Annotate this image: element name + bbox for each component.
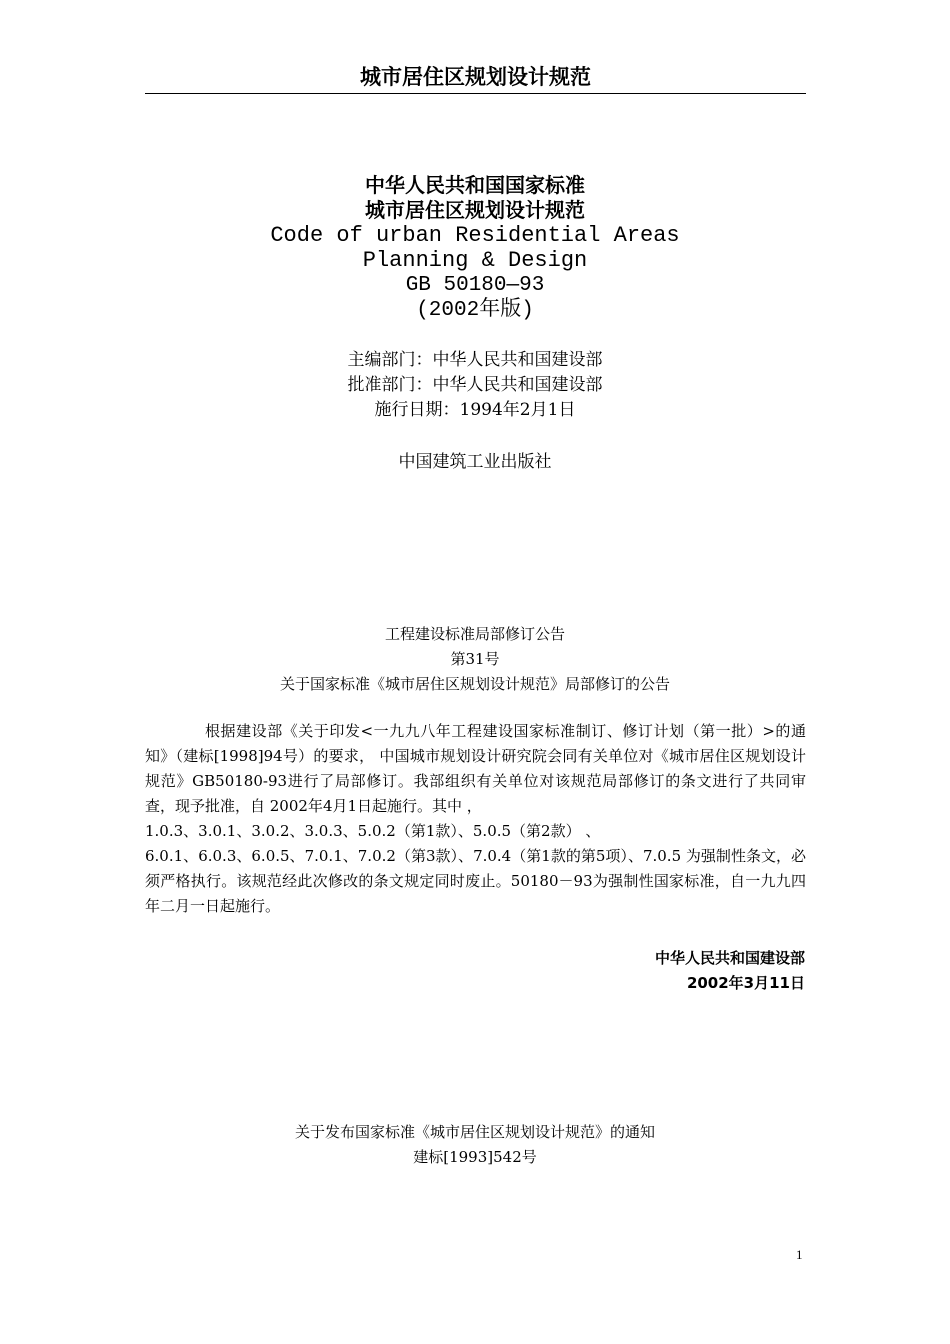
chief-editor-line: 主编部门：中华人民共和国建设部 [347, 350, 603, 370]
edition-label: (2002年版) [416, 299, 534, 322]
notice-number: 第31号 [450, 650, 500, 668]
effective-date-line: 施行日期：1994年2月1日 [374, 400, 576, 420]
approver-line: 批准部门：中华人民共和国建设部 [347, 375, 603, 395]
signature-org: 中华人民共和国建设部 [654, 949, 805, 967]
title-block [0, 173, 950, 323]
publisher: 中国建筑工业出版社 [398, 452, 552, 472]
standard-name-title: 城市居住区规划设计规范 [365, 198, 585, 222]
header-rule [145, 93, 806, 94]
notice-body [145, 719, 806, 919]
meta-block [0, 348, 950, 423]
notice-paragraph: 根据建设部《关于印发<一九九八年工程建设国家标准制订、修订计划（第一批）>的通知》（建标[1998]94号）的要求， 中国城市规划设计研究院会同有关单位对《城市居住区规划设计规范》GB50180-93进行了局部修订。我部组织有关单位对该规范局部修订的条文进行了共同审查，现予批准，自 2002年4月1日起施行。其中 ， [145, 722, 806, 815]
notice-heading: 工程建设标准局部修订公告 [384, 625, 565, 643]
notice-subject: 关于国家标准《城市居住区规划设计规范》局部修订的公告 [279, 675, 670, 693]
notice-heading-block [0, 622, 950, 697]
standard-code: GB 50180—93 [405, 274, 545, 297]
english-title-line1: Code of urban Residential Areas [270, 223, 680, 248]
notice-clauses-continued: 6.0.1、6.0.3、6.0.5、7.0.1、7.0.2（第3款）、7.0.4（第1款的第5项）、7.0.5 为强制性条文，必须严格执行。该规范经此次修改的条文规定同时废止。50180－93为强制性国家标准，自一九九四年二月一日起施行。 [145, 847, 806, 915]
signature-date: 2002年3月11日 [686, 974, 805, 992]
standard-category-title: 中华人民共和国国家标准 [365, 173, 585, 197]
signature-block [655, 946, 805, 996]
second-notice-title: 关于发布国家标准《城市居住区规划设计规范》的通知 [294, 1123, 655, 1141]
english-title-line2: Planning & Design [362, 248, 588, 273]
running-header-title: 城市居住区规划设计规范 [360, 65, 591, 89]
second-notice-doc-number: 建标[1993]542号 [413, 1148, 537, 1166]
notice-clauses-line: 1.0.3、3.0.1、3.0.2、3.0.3、5.0.2（第1款）、5.0.5（第2款） 、 [145, 822, 601, 840]
page-number: 1 [796, 1247, 803, 1262]
second-notice-block [0, 1120, 950, 1170]
